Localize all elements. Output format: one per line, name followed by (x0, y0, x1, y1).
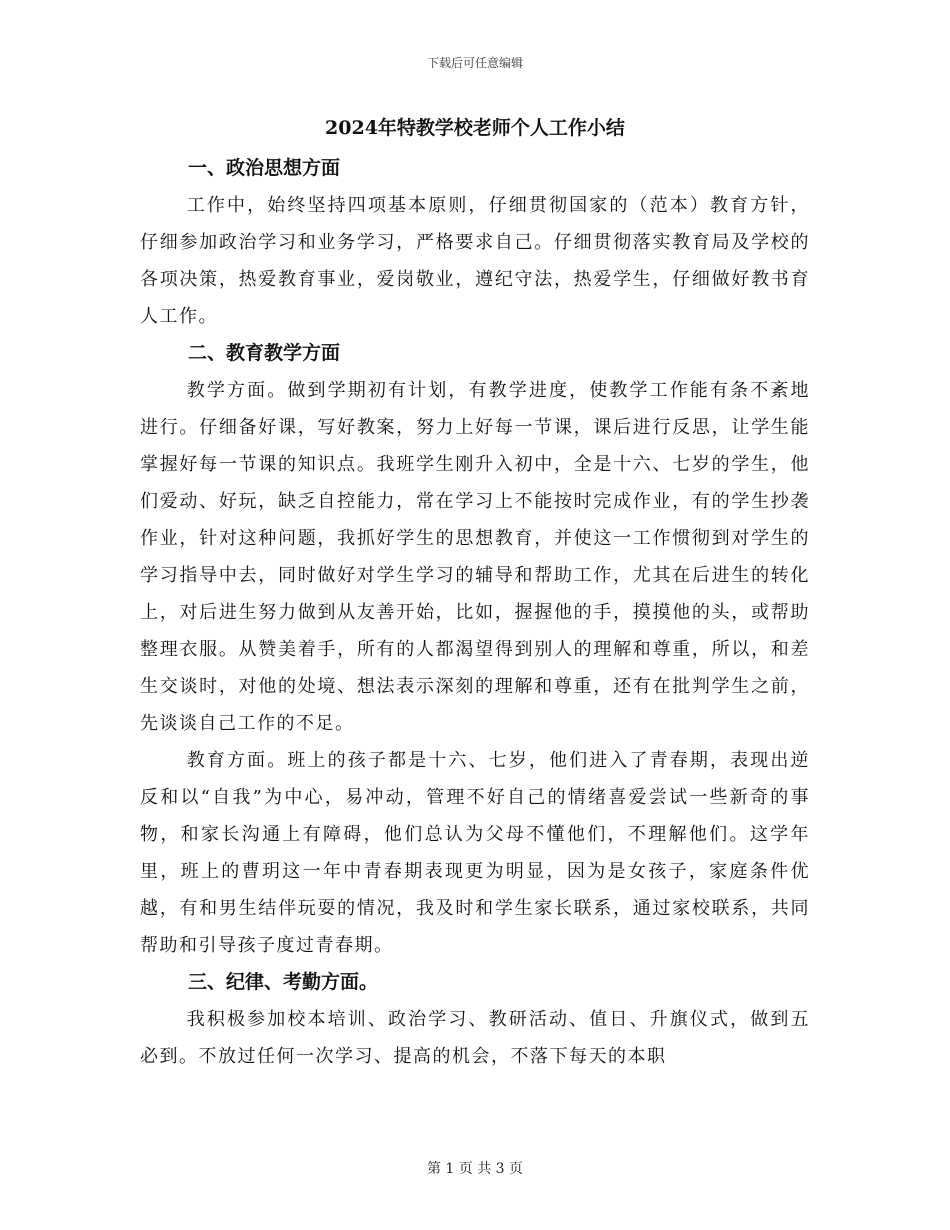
page-number: 第 1 页 共 3 页 (426, 1161, 524, 1177)
document-title: 2024年特教学校老师个人工作小结 (325, 117, 625, 139)
paragraph: 教学方面。做到学期初有计划，有教学进度，使教学工作能有条不紊地进行。仔细备好课，写好教案，努力上好每一节课，课后进行反思，让学生能掌握好每一节课的知识点。我班学生刚升入初中，全是十六、七岁的学生，他们爱动、好玩，缺乏自控能力，常在学习上不能按时完成作业，有的学生抄袭作业，针对这种问题，我抓好学生的思想教育，并使这一工作惯彻到对学生的学习指导中去，同时做好对学生学习的辅导和帮助工作，尤其在后进生的转化上，对后进生努力做到从友善开始，比如，握握他的手，摸摸他的头，或帮助整理衣服。从赞美着手，所有的人都渴望得到别人的理解和尊重，所以，和差生交谈时，对他的处境、想法表示深刻的理解和尊重，还有在批判学生之前，先谈谈自己工作的不足。 (140, 380, 810, 734)
paragraph: 教育方面。班上的孩子都是十六、七岁，他们进入了青春期，表现出逆反和以“自我”为中心，易冲动，管理不好自己的情绪喜爱尝试一些新奇的事物，和家长沟通上有障碍，他们总认为父母不懂他们，不理解他们。这学年里，班上的曹玥这一年中青春期表现更为明显，因为是女孩子，家庭条件优越，有和男生结伴玩耍的情况，我及时和学生家长联系，通过家校联系，共同帮助和引导孩子度过青春期。 (140, 750, 810, 956)
section-heading-teaching: 二、教育教学方面 (188, 342, 341, 364)
paragraph: 工作中，始终坚持四项基本原则，仔细贯彻国家的（范本）教育方针，仔细参加政治学习和业务学习，严格要求自己。仔细贯彻落实教育局及学校的各项决策，热爱教育事业，爱岗敬业，遵纪守法，热爱学生，仔细做好教书育人工作。 (140, 195, 810, 327)
page-header-note: 下载后可任意编辑 (426, 56, 523, 70)
document-body (140, 112, 810, 1075)
section-heading-politics: 一、政治思想方面 (188, 157, 341, 179)
section-heading-discipline: 三、纪律、考勤方面。 (188, 971, 379, 993)
paragraph: 我积极参加校本培训、政治学习、教研活动、值日、升旗仪式，做到五必到。不放过任何一次学习、提高的机会，不落下每天的本职 (140, 1009, 810, 1067)
